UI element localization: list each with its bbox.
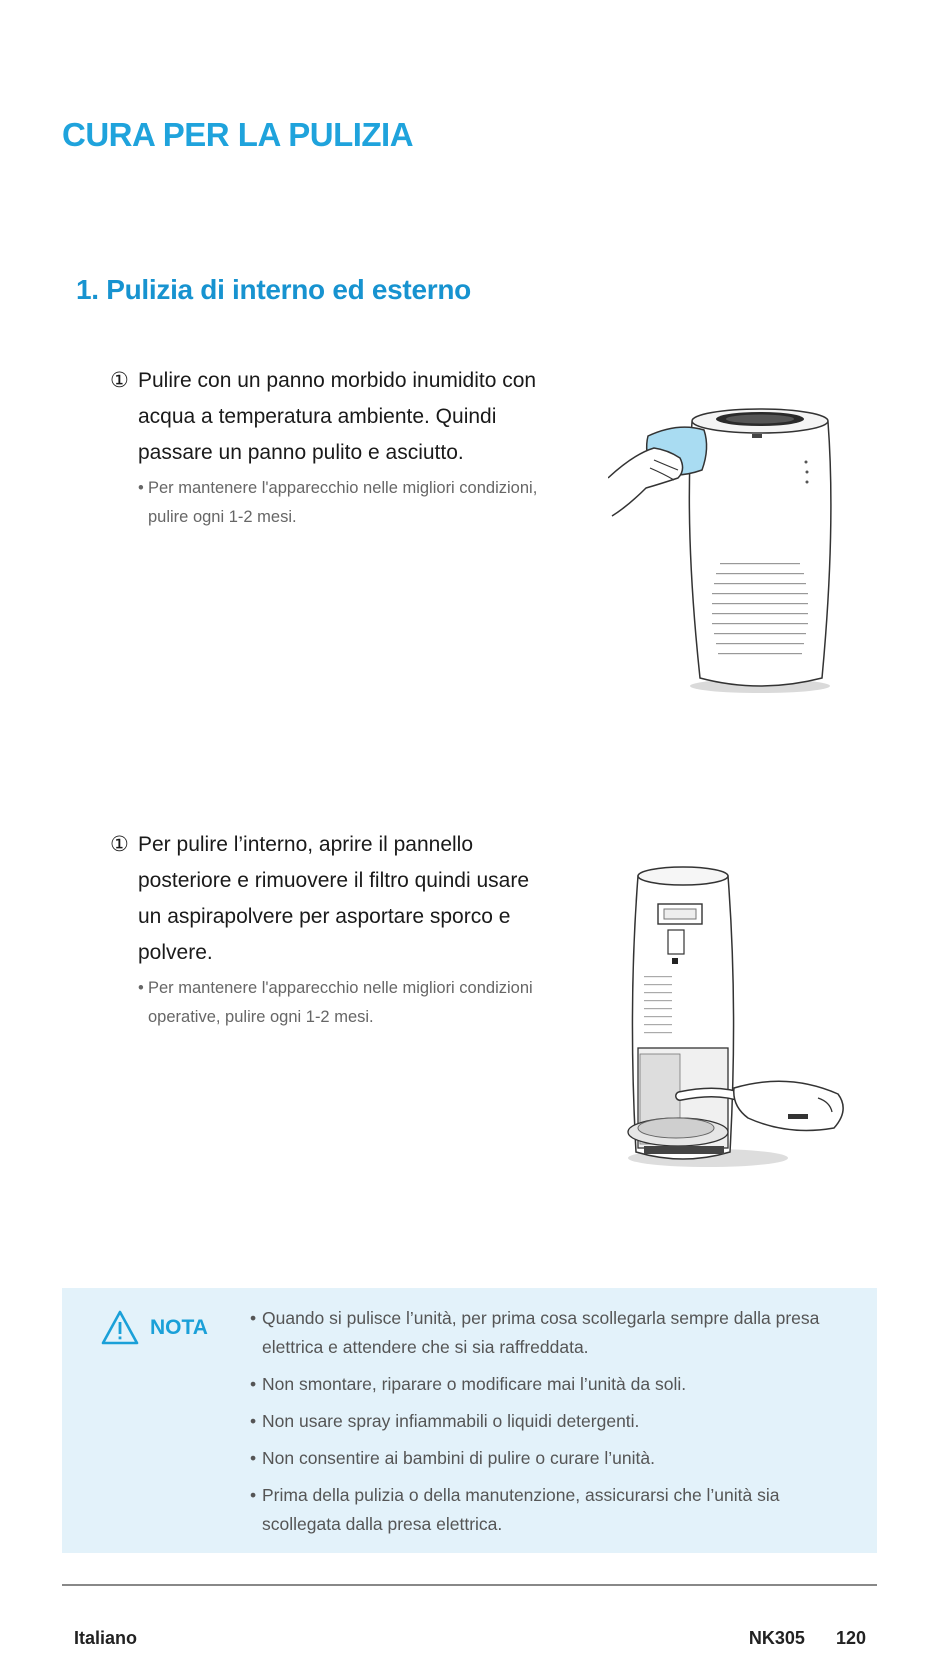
footer-divider bbox=[62, 1584, 877, 1586]
step-number: ① bbox=[110, 369, 129, 392]
nota-bullet: • bbox=[250, 1374, 257, 1394]
nota-item bbox=[250, 1370, 850, 1399]
nota-header bbox=[100, 1308, 208, 1348]
step-note: Per mantenere l'apparecchio nelle migliori condizioni, pulire ogni 1-2 mesi. bbox=[148, 479, 538, 526]
nota-item bbox=[250, 1444, 850, 1473]
nota-item-text: Non smontare, riparare o modificare mai l’unità da soli. bbox=[262, 1374, 687, 1394]
page-title: CURA PER LA PULIZIA bbox=[62, 116, 414, 153]
nota-bullet: • bbox=[250, 1411, 257, 1431]
step-note: Per mantenere l'apparecchio nelle migliori condizioni operative, pulire ogni 1-2 mesi. bbox=[148, 979, 533, 1026]
purifier-wiping-illustration bbox=[608, 408, 866, 738]
footer-model: NK305 bbox=[748, 1628, 805, 1648]
nota-item bbox=[250, 1304, 850, 1362]
nota-bullet: • bbox=[250, 1308, 257, 1328]
footer-language: Italiano bbox=[74, 1628, 138, 1648]
nota-label: NOTA bbox=[150, 1316, 208, 1339]
step-text: Per pulire l’interno, aprire il pannello posteriore e rimuovere il filtro quindi usare un aspirapolvere per asportare sporco e polvere. bbox=[138, 833, 530, 964]
step-number: ① bbox=[110, 833, 129, 856]
purifier-vacuum-illustration bbox=[608, 866, 878, 1181]
nota-item bbox=[250, 1481, 850, 1539]
page-number: 120 bbox=[835, 1628, 866, 1648]
nota-list bbox=[250, 1304, 850, 1547]
cleaning-step-exterior bbox=[110, 363, 540, 532]
nota-box bbox=[62, 1288, 877, 1553]
nota-bullet: • bbox=[250, 1448, 257, 1468]
note-bullet: • bbox=[138, 479, 144, 497]
nota-item-text: Prima della pulizia o della manutenzione, assicurarsi che l’unità sia scollegata dalla presa elettrica. bbox=[262, 1485, 780, 1534]
section-title: 1. Pulizia di interno ed esterno bbox=[76, 274, 471, 305]
step-text: Pulire con un panno morbido inumidito con acqua a temperatura ambiente. Quindi passare un panno pulito e asciutto. bbox=[138, 369, 537, 464]
note-bullet: • bbox=[138, 979, 144, 997]
nota-item-text: Non consentire ai bambini di pulire o curare l’unità. bbox=[262, 1448, 655, 1468]
nota-bullet: • bbox=[250, 1485, 257, 1505]
cleaning-step-interior bbox=[110, 827, 540, 1032]
footer-model-page bbox=[749, 1628, 866, 1649]
nota-item-text: Quando si pulisce l’unità, per prima cosa scollegarla sempre dalla presa elettrica e attendere che si sia raffreddata. bbox=[262, 1308, 820, 1357]
nota-item-text: Non usare spray infiammabili o liquidi detergenti. bbox=[262, 1411, 640, 1431]
nota-item bbox=[250, 1407, 850, 1436]
warning-icon bbox=[100, 1309, 140, 1347]
